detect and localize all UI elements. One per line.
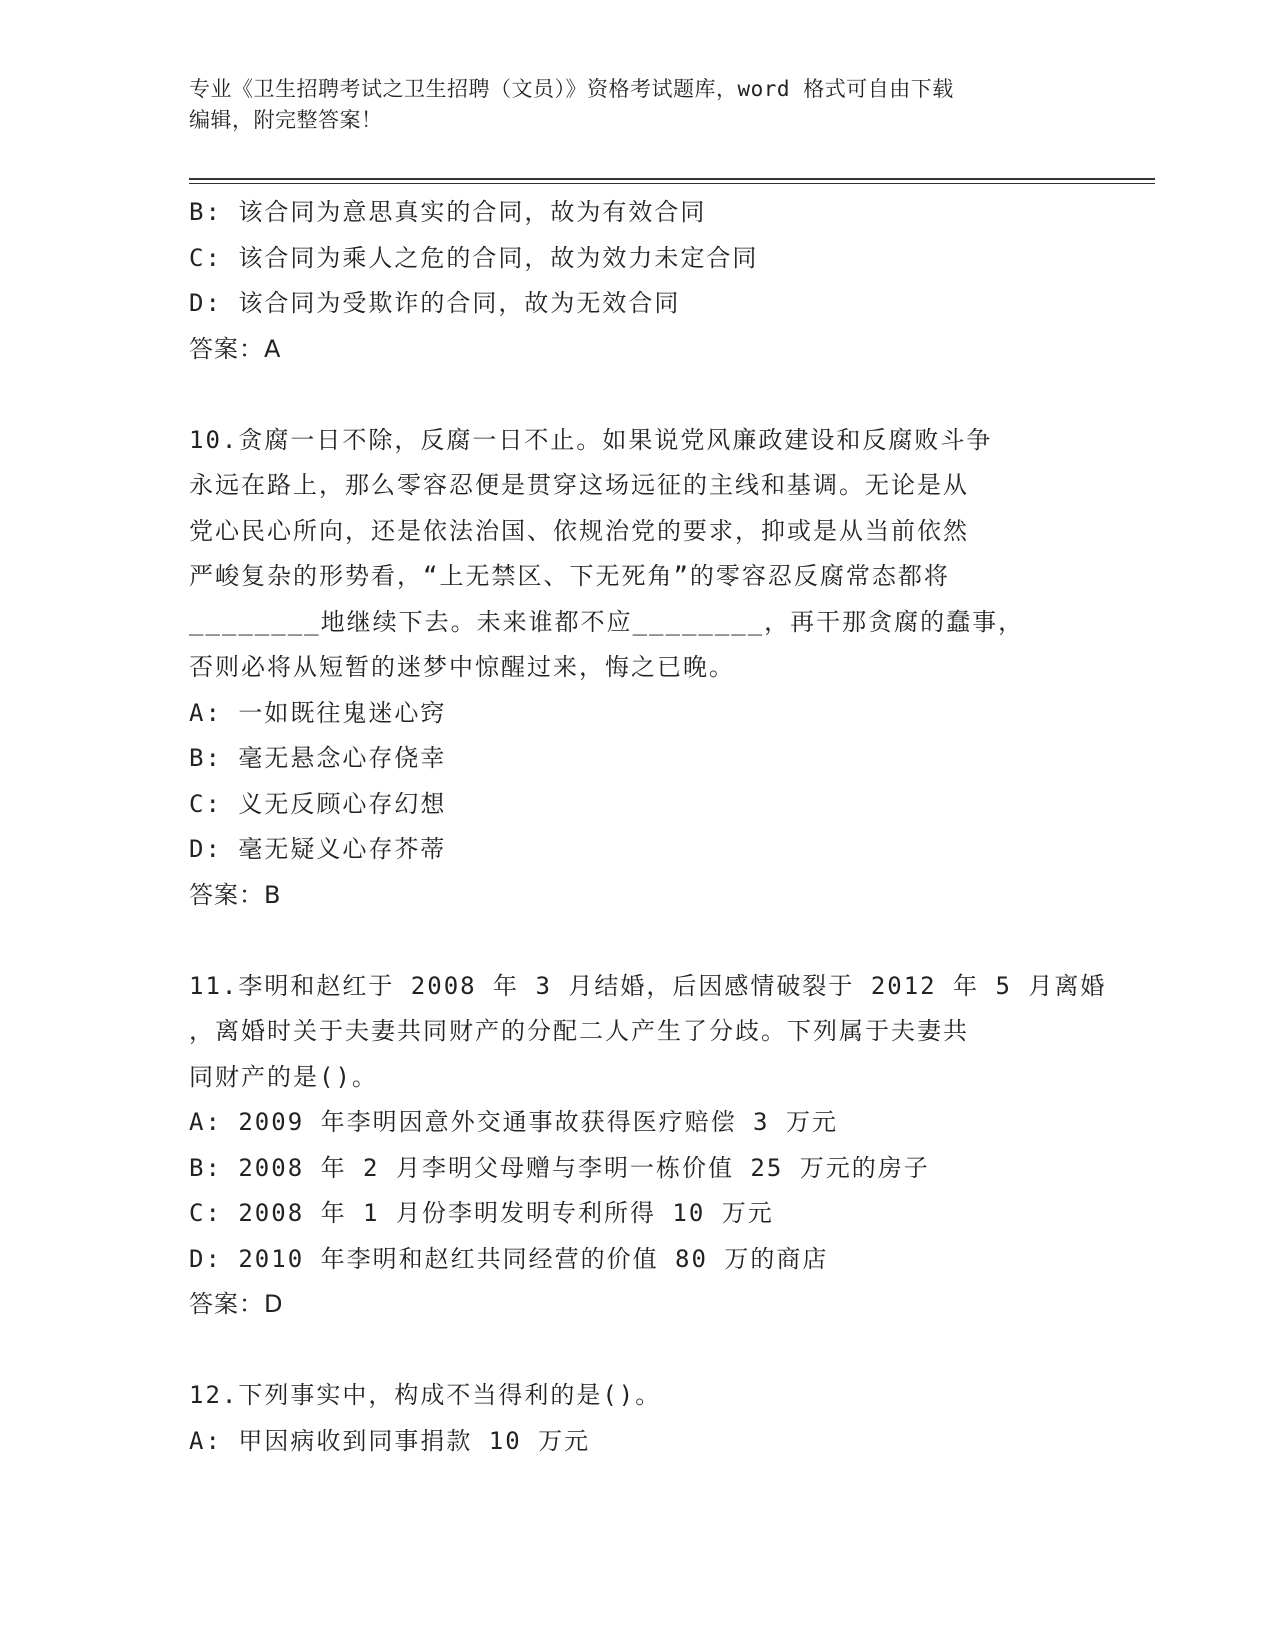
q10-option-a: A: 一如既往鬼迷心窍 xyxy=(189,698,447,727)
q10-stem-line: 党心民心所向，还是依法治国、依规治党的要求，抑或是从当前依然 xyxy=(189,516,969,545)
q12-option-a: A: 甲因病收到同事捐款 10 万元 xyxy=(189,1426,591,1455)
q11-option-d: D: 2010 年李明和赵红共同经营的价值 80 万的商店 xyxy=(189,1244,829,1273)
q10-option-c: C: 义无反顾心存幻想 xyxy=(189,789,447,818)
page-header xyxy=(189,74,1089,136)
header-divider-thick xyxy=(189,178,1155,180)
q9-option-b: B: 该合同为意思真实的合同，故为有效合同 xyxy=(189,198,707,226)
question-9 xyxy=(189,190,1089,372)
q11-stem-line: 同财产的是()。 xyxy=(189,1062,378,1091)
question-12 xyxy=(189,1373,1089,1464)
q11-option-c: C: 2008 年 1 月份李明发明专利所得 10 万元 xyxy=(189,1199,774,1227)
header-divider-thin xyxy=(189,183,1155,184)
q9-answer: 答案：A xyxy=(189,334,282,363)
header-line-2: 编辑，附完整答案！ xyxy=(189,108,383,132)
q11-stem-line: 11.李明和赵红于 2008 年 3 月结婚，后因感情破裂于 2012 年 5 月离婚 xyxy=(189,971,1107,1000)
question-11 xyxy=(189,964,1107,1328)
q10-option-d: D: 毫无疑义心存芥蒂 xyxy=(189,835,447,863)
q10-stem-line: 严峻复杂的形势看，“上无禁区、下无死角”的零容忍反腐常态都将 xyxy=(189,562,950,590)
spacer xyxy=(189,918,1089,964)
q11-option-a: A: 2009 年李明因意外交通事故获得医疗赔偿 3 万元 xyxy=(189,1108,838,1136)
q9-option-d: D: 该合同为受欺诈的合同，故为无效合同 xyxy=(189,289,681,317)
spacer xyxy=(189,372,1089,418)
q12-stem-line: 12.下列事实中，构成不当得利的是()。 xyxy=(189,1381,662,1409)
q10-stem-line: 10.贪腐一日不除，反腐一日不止。如果说党风廉政建设和反腐败斗争 xyxy=(189,425,993,454)
q11-stem-line: ，离婚时关于夫妻共同财产的分配二人产生了分歧。下列属于夫妻共 xyxy=(189,1017,969,1045)
spacer xyxy=(189,1328,1089,1374)
q11-answer: 答案：D xyxy=(189,1290,284,1318)
q9-option-c: C: 该合同为乘人之危的合同，故为效力未定合同 xyxy=(189,243,759,272)
q10-answer: 答案：B xyxy=(189,880,282,909)
question-body xyxy=(189,190,1107,1464)
question-10 xyxy=(189,418,1089,919)
q11-option-b: B: 2008 年 2 月李明父母赠与李明一栋价值 25 万元的房子 xyxy=(189,1153,930,1182)
q10-option-b: B: 毫无悬念心存侥幸 xyxy=(189,744,447,772)
q10-stem-line: 否则必将从短暂的迷梦中惊醒过来，悔之已晚。 xyxy=(189,653,735,681)
q10-stem-line: 永远在路上，那么零容忍便是贯穿这场远征的主线和基调。无论是从 xyxy=(189,471,969,499)
header-line-1: 专业《卫生招聘考试之卫生招聘（文员）》资格考试题库，word 格式可自由下载 xyxy=(189,77,954,101)
q10-stem-line: ________地继续下去。未来谁都不应________，再干那贪腐的蠢事， xyxy=(189,607,1025,636)
